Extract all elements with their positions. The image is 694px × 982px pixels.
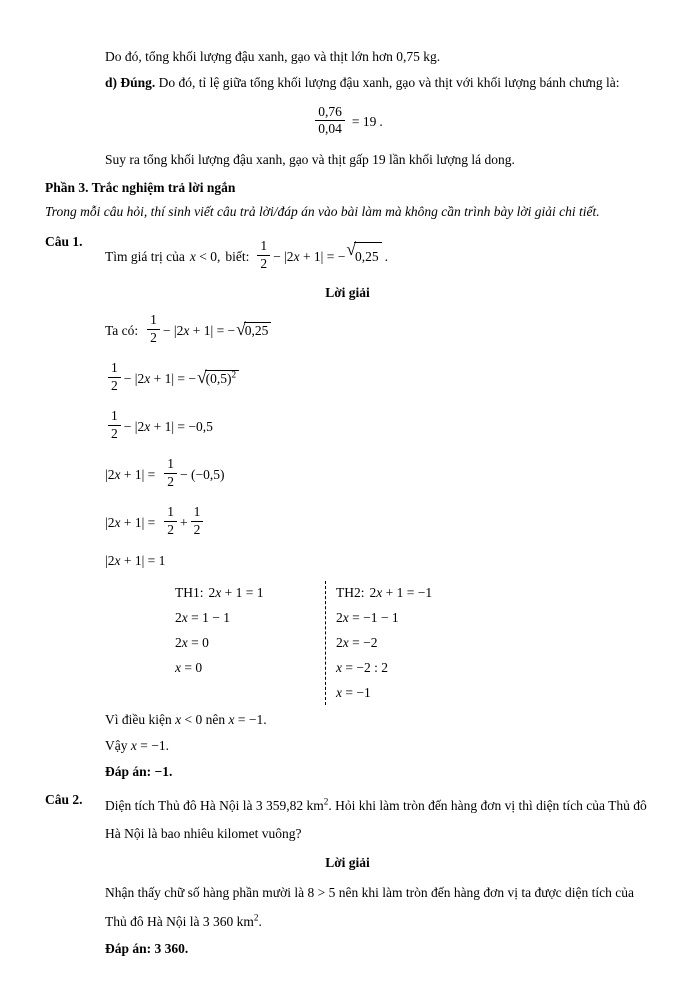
question-2	[45, 792, 650, 847]
fraction-numerator: 1	[147, 312, 160, 330]
eq2-mid: − |2x + 1| = −	[123, 370, 196, 386]
eq5-lhs: |2x + 1| =	[105, 514, 156, 530]
conclusion-line	[105, 707, 650, 733]
fraction-denominator: 2	[167, 474, 175, 490]
case-th1-eq: 2x + 1 = 1	[208, 584, 264, 600]
fraction-denominator: 2	[260, 255, 268, 271]
case-th1-line: x = 0	[175, 659, 203, 675]
case-columns	[175, 581, 650, 706]
eq4-rest: − (−0,5)	[180, 466, 225, 482]
case-th2-eq: 2x + 1 = −1	[369, 584, 433, 600]
sol2-km-exponent: 2	[253, 912, 259, 923]
fraction	[147, 312, 160, 347]
fraction	[164, 504, 177, 539]
case-th2-line: 2x = −1 − 1	[336, 609, 399, 625]
fraction-numerator: 1	[164, 456, 177, 474]
eq3-rest: − |2x + 1| = −0,5	[123, 418, 213, 434]
statement-d-text: Do đó, tỉ lệ giữa tổng khối lượng đậu xanh, gạo và thịt với khối lượng bánh chưng là:	[155, 74, 620, 90]
fraction-denominator: 2	[111, 426, 118, 442]
fraction-numerator: 1	[191, 504, 204, 522]
fraction-denominator: 2	[193, 522, 201, 538]
answer-2: Đáp án: 3 360.	[105, 941, 189, 957]
fraction-numerator: 0,76	[315, 104, 345, 122]
fraction-numerator: 1	[257, 238, 270, 256]
q1-condition: x < 0,	[189, 248, 221, 264]
fraction-numerator: 1	[164, 504, 177, 522]
vay-value: x = −1	[130, 738, 166, 754]
sqrt-content	[205, 370, 239, 387]
q2-text: Diện tích Thủ đô Hà Nội là 3 359,82 km	[105, 798, 324, 814]
radical-icon: √	[346, 239, 356, 260]
sqrt-content: 0,25	[244, 322, 272, 339]
sqrt-exponent: 2	[231, 369, 237, 380]
sqrt-expression	[236, 318, 271, 340]
equation-line-1	[105, 310, 650, 351]
fraction-denominator: 0,04	[318, 121, 342, 137]
paragraph-intro-1	[105, 46, 650, 69]
case-th1-label: TH1:	[175, 584, 204, 600]
q2-km-exponent: 2	[323, 796, 329, 807]
case-th1-line: 2x = 1 − 1	[175, 609, 230, 625]
sol2-text: Nhận thấy chữ số hàng phần mười là 8 > 5 nên khi làm tròn đến hàng đơn vị ta được diện tích của Thủ đô Hà Nội là 3 360 km	[105, 885, 634, 929]
vay-prefix: Vậy	[105, 738, 128, 754]
equation-line-6: |2x + 1| = 1	[105, 553, 166, 569]
question-2-label: Câu 2.	[45, 792, 83, 808]
radical-icon: √	[197, 366, 207, 387]
ratio-equation	[45, 98, 650, 146]
eq5-plus: +	[180, 514, 188, 530]
question-1	[45, 234, 650, 278]
eq1-mid: − |2x + 1| = −	[162, 322, 236, 338]
fraction-denominator: 2	[150, 330, 157, 346]
fraction-numerator: 1	[108, 408, 121, 426]
case-th2-line: x = −1	[336, 684, 371, 700]
paragraph-intro-2	[105, 72, 650, 95]
loigiai-text: Lời giải	[325, 285, 370, 301]
case-th2-label: TH2:	[336, 584, 365, 600]
sqrt-expression	[197, 366, 239, 388]
eq1-prefix: Ta có:	[105, 322, 139, 338]
eq4-lhs: |2x + 1| =	[105, 466, 156, 482]
answer-1: Đáp án: −1.	[105, 763, 173, 779]
question-1-statement	[105, 234, 650, 278]
case-th2-line: x = −2 : 2	[336, 659, 388, 675]
case-th1-line: 2x = 0	[175, 634, 209, 650]
period: .	[258, 913, 262, 929]
question-1-label: Câu 1.	[45, 234, 83, 250]
ratio-result: = 19	[351, 113, 377, 129]
period: .	[384, 248, 388, 264]
case-th2-line: 2x = −2	[336, 634, 378, 650]
instruction-text: Trong mỗi câu hỏi, thí sinh viết câu trả lời/đáp án vào bài làm mà không cần trình bày lời giải chi tiết.	[45, 204, 600, 220]
sqrt-content: 0,25	[354, 242, 382, 271]
period: .	[379, 113, 383, 129]
question-2-content	[105, 792, 650, 847]
intro-line3-text: Suy ra tổng khối lượng đậu xanh, gạo và thịt gấp 19 lần khối lượng lá dong.	[105, 151, 515, 167]
fraction	[108, 408, 121, 443]
loigiai-heading-2	[45, 850, 650, 876]
concl-condition: x < 0	[175, 712, 203, 728]
fraction	[164, 456, 177, 491]
paragraph-intro-3	[105, 149, 650, 172]
equation-line-3	[105, 406, 650, 447]
fraction-denominator: 2	[167, 522, 175, 538]
sqrt-base: (0,5)	[205, 370, 232, 386]
vay-line	[105, 733, 650, 759]
q1-text: Tìm giá trị của	[105, 248, 185, 264]
section-heading-part3	[45, 176, 650, 200]
question-1-content	[105, 234, 650, 278]
concl-mid: nên	[205, 712, 226, 728]
case-th2	[325, 581, 432, 706]
case-th2-first	[336, 581, 432, 606]
case-th1-first	[175, 581, 325, 606]
loigiai-text: Lời giải	[325, 854, 370, 870]
instruction-line	[45, 200, 650, 224]
q1-biet: biết:	[225, 248, 250, 264]
period: .	[165, 738, 169, 754]
radical-icon: √	[236, 318, 246, 339]
sqrt-expression	[346, 239, 381, 271]
q2-rest: . Hỏi khi làm tròn đến hàng đơn vị thì diện tích của Thủ đô Hà Nội là bao nhiêu kilomet vuông?	[105, 798, 647, 842]
concl-value: x = −1	[228, 712, 264, 728]
equation-line-5	[105, 502, 650, 543]
concl-prefix: Vì điều kiện	[105, 712, 172, 728]
q1-equation-mid: − |2x + 1| = −	[273, 248, 346, 264]
fraction-numerator: 1	[108, 360, 121, 378]
fraction	[191, 504, 204, 539]
period: .	[263, 712, 267, 728]
loigiai-heading-1	[45, 280, 650, 306]
fraction	[315, 104, 345, 139]
equation-line-2	[105, 358, 650, 399]
section-heading-text: Phần 3. Trắc nghiệm trả lời ngắn	[45, 179, 236, 195]
equation-line-4	[105, 454, 650, 495]
fraction	[257, 238, 270, 273]
fraction	[108, 360, 121, 395]
solution-2-paragraph	[105, 879, 650, 936]
fraction-denominator: 2	[111, 378, 118, 394]
case-th1	[175, 581, 325, 706]
intro-line1-text: Do đó, tổng khối lượng đậu xanh, gạo và thịt lớn hơn 0,75 kg.	[105, 49, 441, 64]
statement-d-label: d) Đúng.	[105, 74, 156, 90]
